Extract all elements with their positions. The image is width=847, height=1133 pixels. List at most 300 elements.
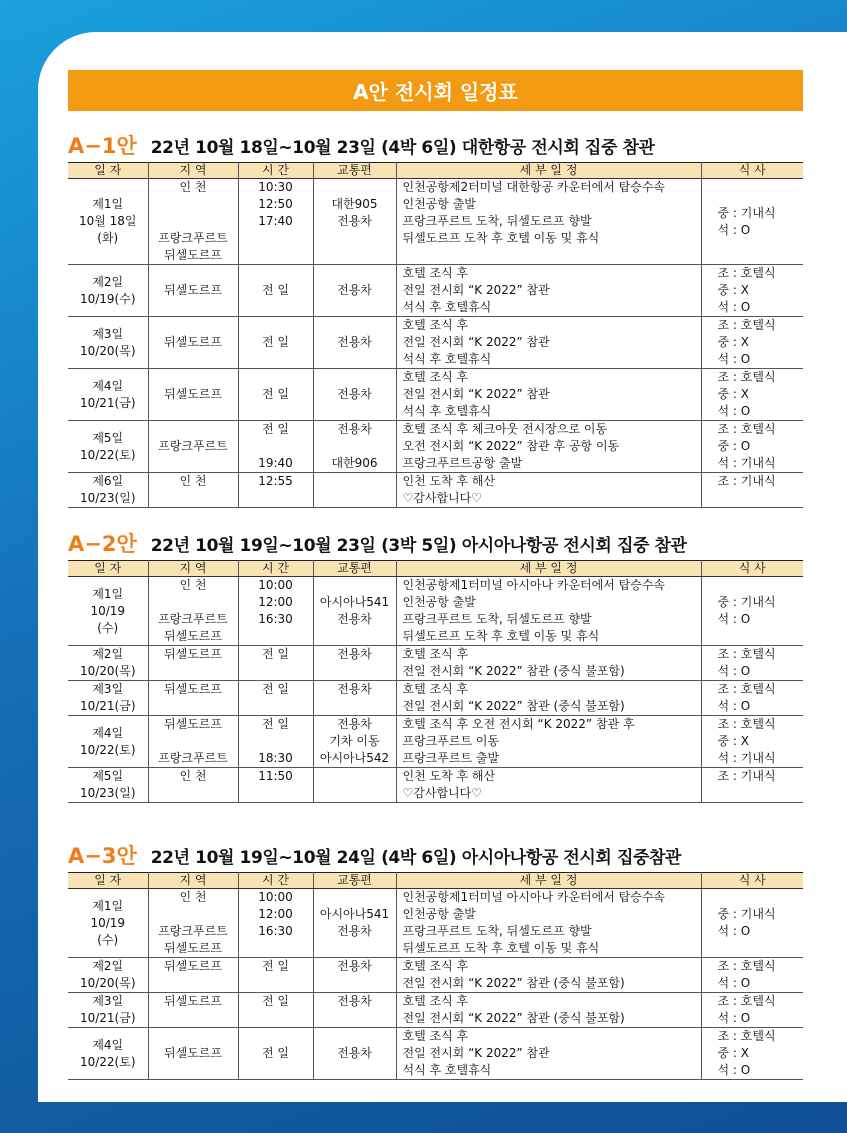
region-line: 뒤셀도르프 bbox=[164, 248, 222, 262]
plan-line: 전일 전시회 “K 2022” 참관 (중식 불포함) bbox=[402, 976, 625, 990]
transport-line bbox=[314, 247, 396, 264]
transport-cell bbox=[313, 369, 396, 421]
plan-line: 뒤셀도르프 도착 후 호텔 이동 및 휴식 bbox=[402, 231, 600, 245]
day-cell bbox=[68, 317, 148, 369]
day-line: 제4일 bbox=[92, 378, 124, 393]
section-description: 22년 10월 18일~10월 23일 (4박 6일) 대한항공 전시회 집중 참관 bbox=[150, 138, 655, 158]
day-cell bbox=[68, 577, 148, 646]
region-cell bbox=[148, 369, 238, 421]
region-line: 인 천 bbox=[179, 890, 207, 904]
meal-line: 중 : X bbox=[717, 283, 749, 297]
region-line: 뒤셀도르프 bbox=[164, 682, 222, 696]
table-row bbox=[68, 993, 803, 1028]
region-line: 뒤셀도르프 bbox=[164, 1046, 222, 1060]
region-line bbox=[149, 594, 238, 611]
plan-line: 전일 전시회 “K 2022” 참관 bbox=[402, 387, 550, 401]
plan-line: 호텔 조식 후 bbox=[402, 370, 469, 384]
plan-cell bbox=[396, 1028, 701, 1080]
transport-cell bbox=[313, 317, 396, 369]
time-cell bbox=[238, 716, 313, 768]
meal-cell bbox=[701, 768, 803, 803]
meal-cell bbox=[701, 646, 803, 681]
table-row bbox=[68, 577, 803, 646]
plan-cell bbox=[396, 317, 701, 369]
meal-line bbox=[718, 785, 804, 802]
day-line: 제3일 bbox=[92, 682, 124, 696]
meal-line: 석 : O bbox=[717, 1011, 751, 1025]
day-line: 제3일 bbox=[92, 326, 124, 341]
plan-cell bbox=[396, 993, 701, 1028]
day-line: 10/23(일) bbox=[79, 786, 136, 800]
plan-line: ♡감사합니다♡ bbox=[402, 491, 482, 505]
time-cell bbox=[238, 768, 313, 803]
day-line: 제2일 bbox=[92, 274, 124, 289]
header-region: 지 역 bbox=[148, 873, 238, 889]
day-line: 제1일 bbox=[92, 898, 124, 913]
region-cell bbox=[148, 993, 238, 1028]
transport-cell bbox=[313, 646, 396, 681]
region-line: 뒤셀도르프 bbox=[164, 647, 222, 661]
meal-line bbox=[718, 490, 804, 507]
plan-line: 프랑크푸르트 이동 bbox=[402, 734, 500, 748]
plan-line: 호텔 조식 후 bbox=[402, 1029, 469, 1043]
region-cell bbox=[148, 577, 238, 646]
day-line: 10/19 bbox=[90, 915, 126, 930]
region-line: 뒤셀도르프 bbox=[164, 994, 222, 1008]
plan-line: 석식 후 호텔휴식 bbox=[402, 300, 492, 314]
table-row bbox=[68, 179, 803, 265]
meal-line: 조 : 호텔식 bbox=[717, 717, 776, 731]
region-cell bbox=[148, 681, 238, 716]
region-cell bbox=[148, 421, 238, 473]
plan-line: 전일 전시회 “K 2022” 참관 (중식 불포함) bbox=[402, 1011, 625, 1025]
plan-line: 석식 후 호텔휴식 bbox=[402, 352, 492, 366]
region-line: 인 천 bbox=[179, 769, 207, 783]
transport-line: 전용차 bbox=[337, 1046, 372, 1060]
meal-line: 중 : 기내식 bbox=[717, 595, 776, 609]
meal-line: 석 : O bbox=[717, 404, 751, 418]
table-row bbox=[68, 716, 803, 768]
region-line bbox=[149, 698, 238, 715]
day-cell bbox=[68, 369, 148, 421]
time-cell bbox=[238, 179, 313, 265]
day-cell bbox=[68, 681, 148, 716]
transport-line: 전용차 bbox=[337, 283, 372, 297]
meal-line: 석 : O bbox=[717, 352, 751, 366]
day-line: 10/22(토) bbox=[79, 1054, 136, 1069]
section-description: 22년 10월 19일~10월 23일 (3박 5일) 아시아나항공 전시회 집중 참관 bbox=[150, 536, 687, 556]
plan-line: 인천 도착 후 해산 bbox=[402, 474, 496, 488]
schedule-table bbox=[68, 560, 803, 803]
transport-cell bbox=[313, 993, 396, 1028]
day-cell bbox=[68, 646, 148, 681]
table-header-row bbox=[68, 561, 803, 577]
meal-line: 중 : X bbox=[717, 1046, 749, 1060]
meal-line: 중 : 기내식 bbox=[717, 205, 776, 220]
time-line bbox=[239, 230, 313, 247]
transport-line: 전용차 bbox=[337, 422, 372, 436]
region-line: 인 천 bbox=[179, 578, 207, 592]
region-cell bbox=[148, 646, 238, 681]
meal-line: 중 : X bbox=[717, 335, 749, 349]
section-a2 bbox=[68, 528, 803, 803]
section-header bbox=[68, 130, 803, 158]
plan-line: 오전 전시회 “K 2022” 참관 후 공항 이동 bbox=[402, 439, 620, 453]
transport-line bbox=[314, 663, 396, 680]
transport-cell bbox=[313, 716, 396, 768]
transport-line: 전용차 bbox=[337, 994, 372, 1008]
day-line: 제3일 bbox=[92, 994, 124, 1008]
transport-line: 전용차 bbox=[337, 959, 372, 973]
meal-line: 조 : 호텔식 bbox=[717, 1029, 776, 1043]
meal-line: 조 : 호텔식 bbox=[717, 370, 776, 384]
day-cell bbox=[68, 716, 148, 768]
day-cell bbox=[68, 421, 148, 473]
header-transport: 교통편 bbox=[313, 873, 396, 889]
meal-line: 석 : O bbox=[717, 924, 751, 938]
plan-cell bbox=[396, 889, 701, 958]
transport-cell bbox=[313, 421, 396, 473]
time-line: 12:00 bbox=[258, 907, 293, 921]
region-line bbox=[149, 906, 238, 923]
transport-line bbox=[314, 785, 396, 802]
time-line bbox=[239, 698, 313, 715]
transport-cell bbox=[313, 1028, 396, 1080]
day-cell bbox=[68, 179, 148, 265]
time-cell bbox=[238, 1028, 313, 1080]
table-row bbox=[68, 646, 803, 681]
region-line: 뒤셀도르프 bbox=[164, 717, 222, 731]
meal-line: 조 : 호텔식 bbox=[717, 647, 776, 661]
day-line: 10/22(토) bbox=[79, 742, 136, 757]
meal-line: 조 : 호텔식 bbox=[717, 266, 776, 280]
region-line: 뒤셀도르프 bbox=[164, 335, 222, 349]
meal-line: 조 : 호텔식 bbox=[717, 682, 776, 696]
day-line: 제4일 bbox=[92, 1037, 124, 1052]
section-header bbox=[68, 840, 803, 868]
header-time: 시 간 bbox=[238, 873, 313, 889]
transport-cell bbox=[313, 179, 396, 265]
day-line: 제5일 bbox=[92, 430, 124, 445]
day-line: 10/19(수) bbox=[79, 291, 136, 306]
header-meal: 식 사 bbox=[701, 561, 803, 577]
region-cell bbox=[148, 265, 238, 317]
header-time: 시 간 bbox=[238, 561, 313, 577]
time-line bbox=[239, 785, 313, 802]
table-row bbox=[68, 889, 803, 958]
region-line bbox=[149, 455, 238, 472]
meal-line: 조 : 기내식 bbox=[717, 769, 776, 783]
plan-line: 호텔 조식 후 bbox=[402, 318, 469, 332]
time-line bbox=[239, 628, 313, 645]
header-transport: 교통편 bbox=[313, 163, 396, 179]
region-line bbox=[149, 785, 238, 802]
table-header-row bbox=[68, 873, 803, 889]
meal-line: 석 : O bbox=[717, 976, 751, 990]
meal-line: 조 : 호텔식 bbox=[717, 959, 776, 973]
header-region: 지 역 bbox=[148, 561, 238, 577]
meal-cell bbox=[701, 1028, 803, 1080]
section-a3 bbox=[68, 840, 803, 1080]
transport-cell bbox=[313, 473, 396, 508]
region-cell bbox=[148, 889, 238, 958]
day-line: 10월 18일 bbox=[78, 214, 137, 228]
time-line: 전 일 bbox=[262, 959, 289, 973]
time-line: 전 일 bbox=[262, 682, 289, 696]
transport-line: 아시아나541 bbox=[319, 595, 390, 609]
plan-cell bbox=[396, 681, 701, 716]
day-cell bbox=[68, 1028, 148, 1080]
schedule-table bbox=[68, 872, 803, 1080]
region-line bbox=[149, 213, 238, 230]
plan-cell bbox=[396, 265, 701, 317]
time-line: 11:50 bbox=[258, 769, 293, 783]
day-line: 10/21(금) bbox=[79, 1011, 136, 1025]
day-cell bbox=[68, 993, 148, 1028]
table-header-row bbox=[68, 163, 803, 179]
day-cell bbox=[68, 265, 148, 317]
time-line: 전 일 bbox=[262, 994, 289, 1008]
day-line: 제4일 bbox=[92, 725, 124, 740]
meal-line: 석 : O bbox=[717, 1063, 751, 1077]
section-description: 22년 10월 19일~10월 24일 (4박 6일) 아시아나항공 전시회 집중참관 bbox=[150, 848, 682, 868]
time-line: 10:00 bbox=[258, 890, 293, 904]
transport-line bbox=[314, 577, 396, 594]
day-line: (수) bbox=[97, 932, 119, 947]
transport-line: 전용차 bbox=[337, 214, 372, 228]
transport-line bbox=[314, 473, 396, 490]
time-line: 전 일 bbox=[262, 387, 289, 401]
transport-cell bbox=[313, 958, 396, 993]
meal-line: 조 : 호텔식 bbox=[717, 994, 776, 1008]
meal-line: 중 : X bbox=[717, 387, 749, 401]
region-cell bbox=[148, 317, 238, 369]
meal-line: 석 : O bbox=[717, 612, 751, 626]
plan-cell bbox=[396, 646, 701, 681]
meal-cell bbox=[701, 716, 803, 768]
time-line: 전 일 bbox=[262, 283, 289, 297]
day-cell bbox=[68, 768, 148, 803]
region-line: 프랑크푸르트 bbox=[158, 612, 228, 626]
section-code: A−3안 bbox=[68, 844, 137, 868]
transport-line: 기차 이동 bbox=[329, 734, 380, 748]
region-line bbox=[149, 663, 238, 680]
meal-line: 중 : O bbox=[717, 439, 751, 453]
plan-line: 인천 도착 후 해산 bbox=[402, 769, 496, 783]
meal-cell bbox=[701, 179, 803, 265]
time-line bbox=[239, 438, 313, 455]
transport-line bbox=[314, 1010, 396, 1027]
plan-line: 인천공항제1터미널 아시아나 카운터에서 탑승수속 bbox=[402, 890, 666, 904]
table-row bbox=[68, 265, 803, 317]
time-line bbox=[239, 975, 313, 992]
transport-line: 전용차 bbox=[337, 924, 372, 938]
header-meal: 식 사 bbox=[701, 163, 803, 179]
header-transport: 교통편 bbox=[313, 561, 396, 577]
meal-cell bbox=[701, 681, 803, 716]
section-a1 bbox=[68, 130, 803, 508]
region-line: 프랑크푸르트 bbox=[158, 231, 228, 245]
day-line: 10/21(금) bbox=[79, 395, 136, 410]
time-cell bbox=[238, 317, 313, 369]
time-cell bbox=[238, 681, 313, 716]
transport-line: 전용차 bbox=[337, 612, 372, 626]
plan-cell bbox=[396, 716, 701, 768]
table-row bbox=[68, 958, 803, 993]
plan-line: 전일 전시회 “K 2022” 참관 (중식 불포함) bbox=[402, 699, 625, 713]
time-cell bbox=[238, 993, 313, 1028]
meal-line: 조 : 기내식 bbox=[717, 474, 776, 488]
meal-line: 중 : 기내식 bbox=[717, 907, 776, 921]
plan-line: 뒤셀도르프 도착 후 호텔 이동 및 휴식 bbox=[402, 941, 600, 955]
plan-line: 인천공항제1터미널 아시아나 카운터에서 탑승수속 bbox=[402, 578, 666, 592]
region-line bbox=[149, 490, 238, 507]
day-line: 10/22(토) bbox=[79, 447, 136, 462]
region-line bbox=[149, 196, 238, 213]
plan-line: 프랑크푸르트 도착, 뒤셀도르프 향발 bbox=[402, 214, 592, 228]
day-line: 10/21(금) bbox=[79, 699, 136, 713]
meal-line: 석 : O bbox=[717, 664, 751, 678]
time-line: 17:40 bbox=[258, 214, 293, 228]
day-line: 10/20(목) bbox=[79, 343, 136, 358]
header-meal: 식 사 bbox=[701, 873, 803, 889]
transport-line bbox=[314, 768, 396, 785]
region-line: 뒤셀도르프 bbox=[164, 283, 222, 297]
transport-line bbox=[314, 230, 396, 247]
time-line bbox=[239, 490, 313, 507]
page-title: A안 전시회 일정표 bbox=[68, 70, 803, 111]
meal-line: 석 : 기내식 bbox=[717, 456, 776, 470]
day-line: 제1일 bbox=[92, 586, 124, 601]
region-line bbox=[149, 975, 238, 992]
transport-line: 전용차 bbox=[337, 717, 372, 731]
day-line: 10/20(목) bbox=[79, 664, 136, 678]
transport-cell bbox=[313, 681, 396, 716]
time-line: 10:00 bbox=[258, 578, 293, 592]
transport-line bbox=[314, 438, 396, 455]
meal-line: 조 : 호텔식 bbox=[717, 318, 776, 332]
header-date: 일 자 bbox=[68, 873, 148, 889]
plan-cell bbox=[396, 473, 701, 508]
section-header bbox=[68, 528, 803, 556]
header-plan: 세 부 일 정 bbox=[396, 163, 701, 179]
plan-cell bbox=[396, 179, 701, 265]
meal-cell bbox=[701, 421, 803, 473]
region-cell bbox=[148, 768, 238, 803]
header-region: 지 역 bbox=[148, 163, 238, 179]
plan-line: 프랑크푸르트 도착, 뒤셀도르프 향발 bbox=[402, 924, 592, 938]
day-line: 제5일 bbox=[92, 769, 124, 783]
day-line: (수) bbox=[97, 620, 119, 635]
region-line: 프랑크푸르트 bbox=[158, 439, 228, 453]
time-cell bbox=[238, 265, 313, 317]
plan-line: 호텔 조식 후 bbox=[402, 682, 469, 696]
plan-line: 인천공항제2터미널 대한항공 카운터에서 탑승수속 bbox=[402, 180, 666, 194]
transport-line: 아시아나542 bbox=[319, 751, 390, 765]
time-line: 전 일 bbox=[262, 1046, 289, 1060]
region-line: 뒤셀도르프 bbox=[164, 941, 222, 955]
header-date: 일 자 bbox=[68, 561, 148, 577]
transport-cell bbox=[313, 577, 396, 646]
time-line bbox=[239, 1010, 313, 1027]
transport-line bbox=[314, 490, 396, 507]
region-line: 인 천 bbox=[179, 474, 207, 488]
transport-line: 아시아나541 bbox=[319, 907, 390, 921]
time-cell bbox=[238, 577, 313, 646]
plan-line: ♡감사합니다♡ bbox=[402, 786, 482, 800]
meal-line: 조 : 호텔식 bbox=[717, 422, 776, 436]
region-line: 프랑크푸르트 bbox=[158, 924, 228, 938]
time-line: 전 일 bbox=[262, 335, 289, 349]
transport-line bbox=[314, 628, 396, 645]
plan-line: 호텔 조식 후 bbox=[402, 266, 469, 280]
plan-line: 석식 후 호텔휴식 bbox=[402, 404, 492, 418]
time-line: 전 일 bbox=[262, 717, 289, 731]
plan-line: 호텔 조식 후 bbox=[402, 647, 469, 661]
time-cell bbox=[238, 473, 313, 508]
region-line: 뒤셀도르프 bbox=[164, 387, 222, 401]
meal-line: 석 : O bbox=[717, 222, 751, 237]
region-line bbox=[149, 1010, 238, 1027]
meal-line: 석 : O bbox=[717, 300, 751, 314]
transport-cell bbox=[313, 889, 396, 958]
meal-cell bbox=[701, 889, 803, 958]
day-line: 제2일 bbox=[92, 959, 124, 973]
plan-line: 프랑크푸르트 출발 bbox=[402, 751, 500, 765]
plan-cell bbox=[396, 958, 701, 993]
meal-cell bbox=[701, 317, 803, 369]
transport-line: 전용차 bbox=[337, 335, 372, 349]
meal-cell bbox=[701, 369, 803, 421]
plan-line: 프랑크푸르트공항 출발 bbox=[402, 456, 523, 470]
day-line: 10/19 bbox=[90, 603, 126, 618]
day-line: 제6일 bbox=[92, 474, 124, 488]
time-cell bbox=[238, 958, 313, 993]
plan-cell bbox=[396, 369, 701, 421]
header-time: 시 간 bbox=[238, 163, 313, 179]
transport-line: 전용차 bbox=[337, 387, 372, 401]
time-line bbox=[239, 940, 313, 957]
region-line: 프랑크푸르트 bbox=[158, 751, 228, 765]
plan-line: 전일 전시회 “K 2022” 참관 bbox=[402, 283, 550, 297]
plan-line: 석식 후 호텔휴식 bbox=[402, 1063, 492, 1077]
plan-line: 전일 전시회 “K 2022” 참관 bbox=[402, 1046, 550, 1060]
table-row bbox=[68, 681, 803, 716]
time-line: 16:30 bbox=[258, 612, 293, 626]
plan-line: 전일 전시회 “K 2022” 참관 (중식 불포함) bbox=[402, 664, 625, 678]
meal-cell bbox=[701, 473, 803, 508]
time-line: 16:30 bbox=[258, 924, 293, 938]
day-line: 제1일 bbox=[92, 197, 124, 211]
region-line: 뒤셀도르프 bbox=[164, 959, 222, 973]
region-line: 인 천 bbox=[179, 180, 207, 194]
header-plan: 세 부 일 정 bbox=[396, 873, 701, 889]
plan-line: 인천공항 출발 bbox=[402, 907, 476, 921]
header-date: 일 자 bbox=[68, 163, 148, 179]
table-row bbox=[68, 473, 803, 508]
day-cell bbox=[68, 958, 148, 993]
plan-cell bbox=[396, 577, 701, 646]
meal-line: 석 : 기내식 bbox=[717, 751, 776, 765]
transport-line: 대한906 bbox=[331, 456, 378, 470]
time-line: 12:50 bbox=[258, 197, 293, 211]
plan-line: 호텔 조식 후 bbox=[402, 994, 469, 1008]
plan-line: 호텔 조식 후 체크아웃 전시장으로 이동 bbox=[402, 422, 608, 436]
region-cell bbox=[148, 473, 238, 508]
transport-line bbox=[314, 698, 396, 715]
day-cell bbox=[68, 889, 148, 958]
region-cell bbox=[148, 716, 238, 768]
